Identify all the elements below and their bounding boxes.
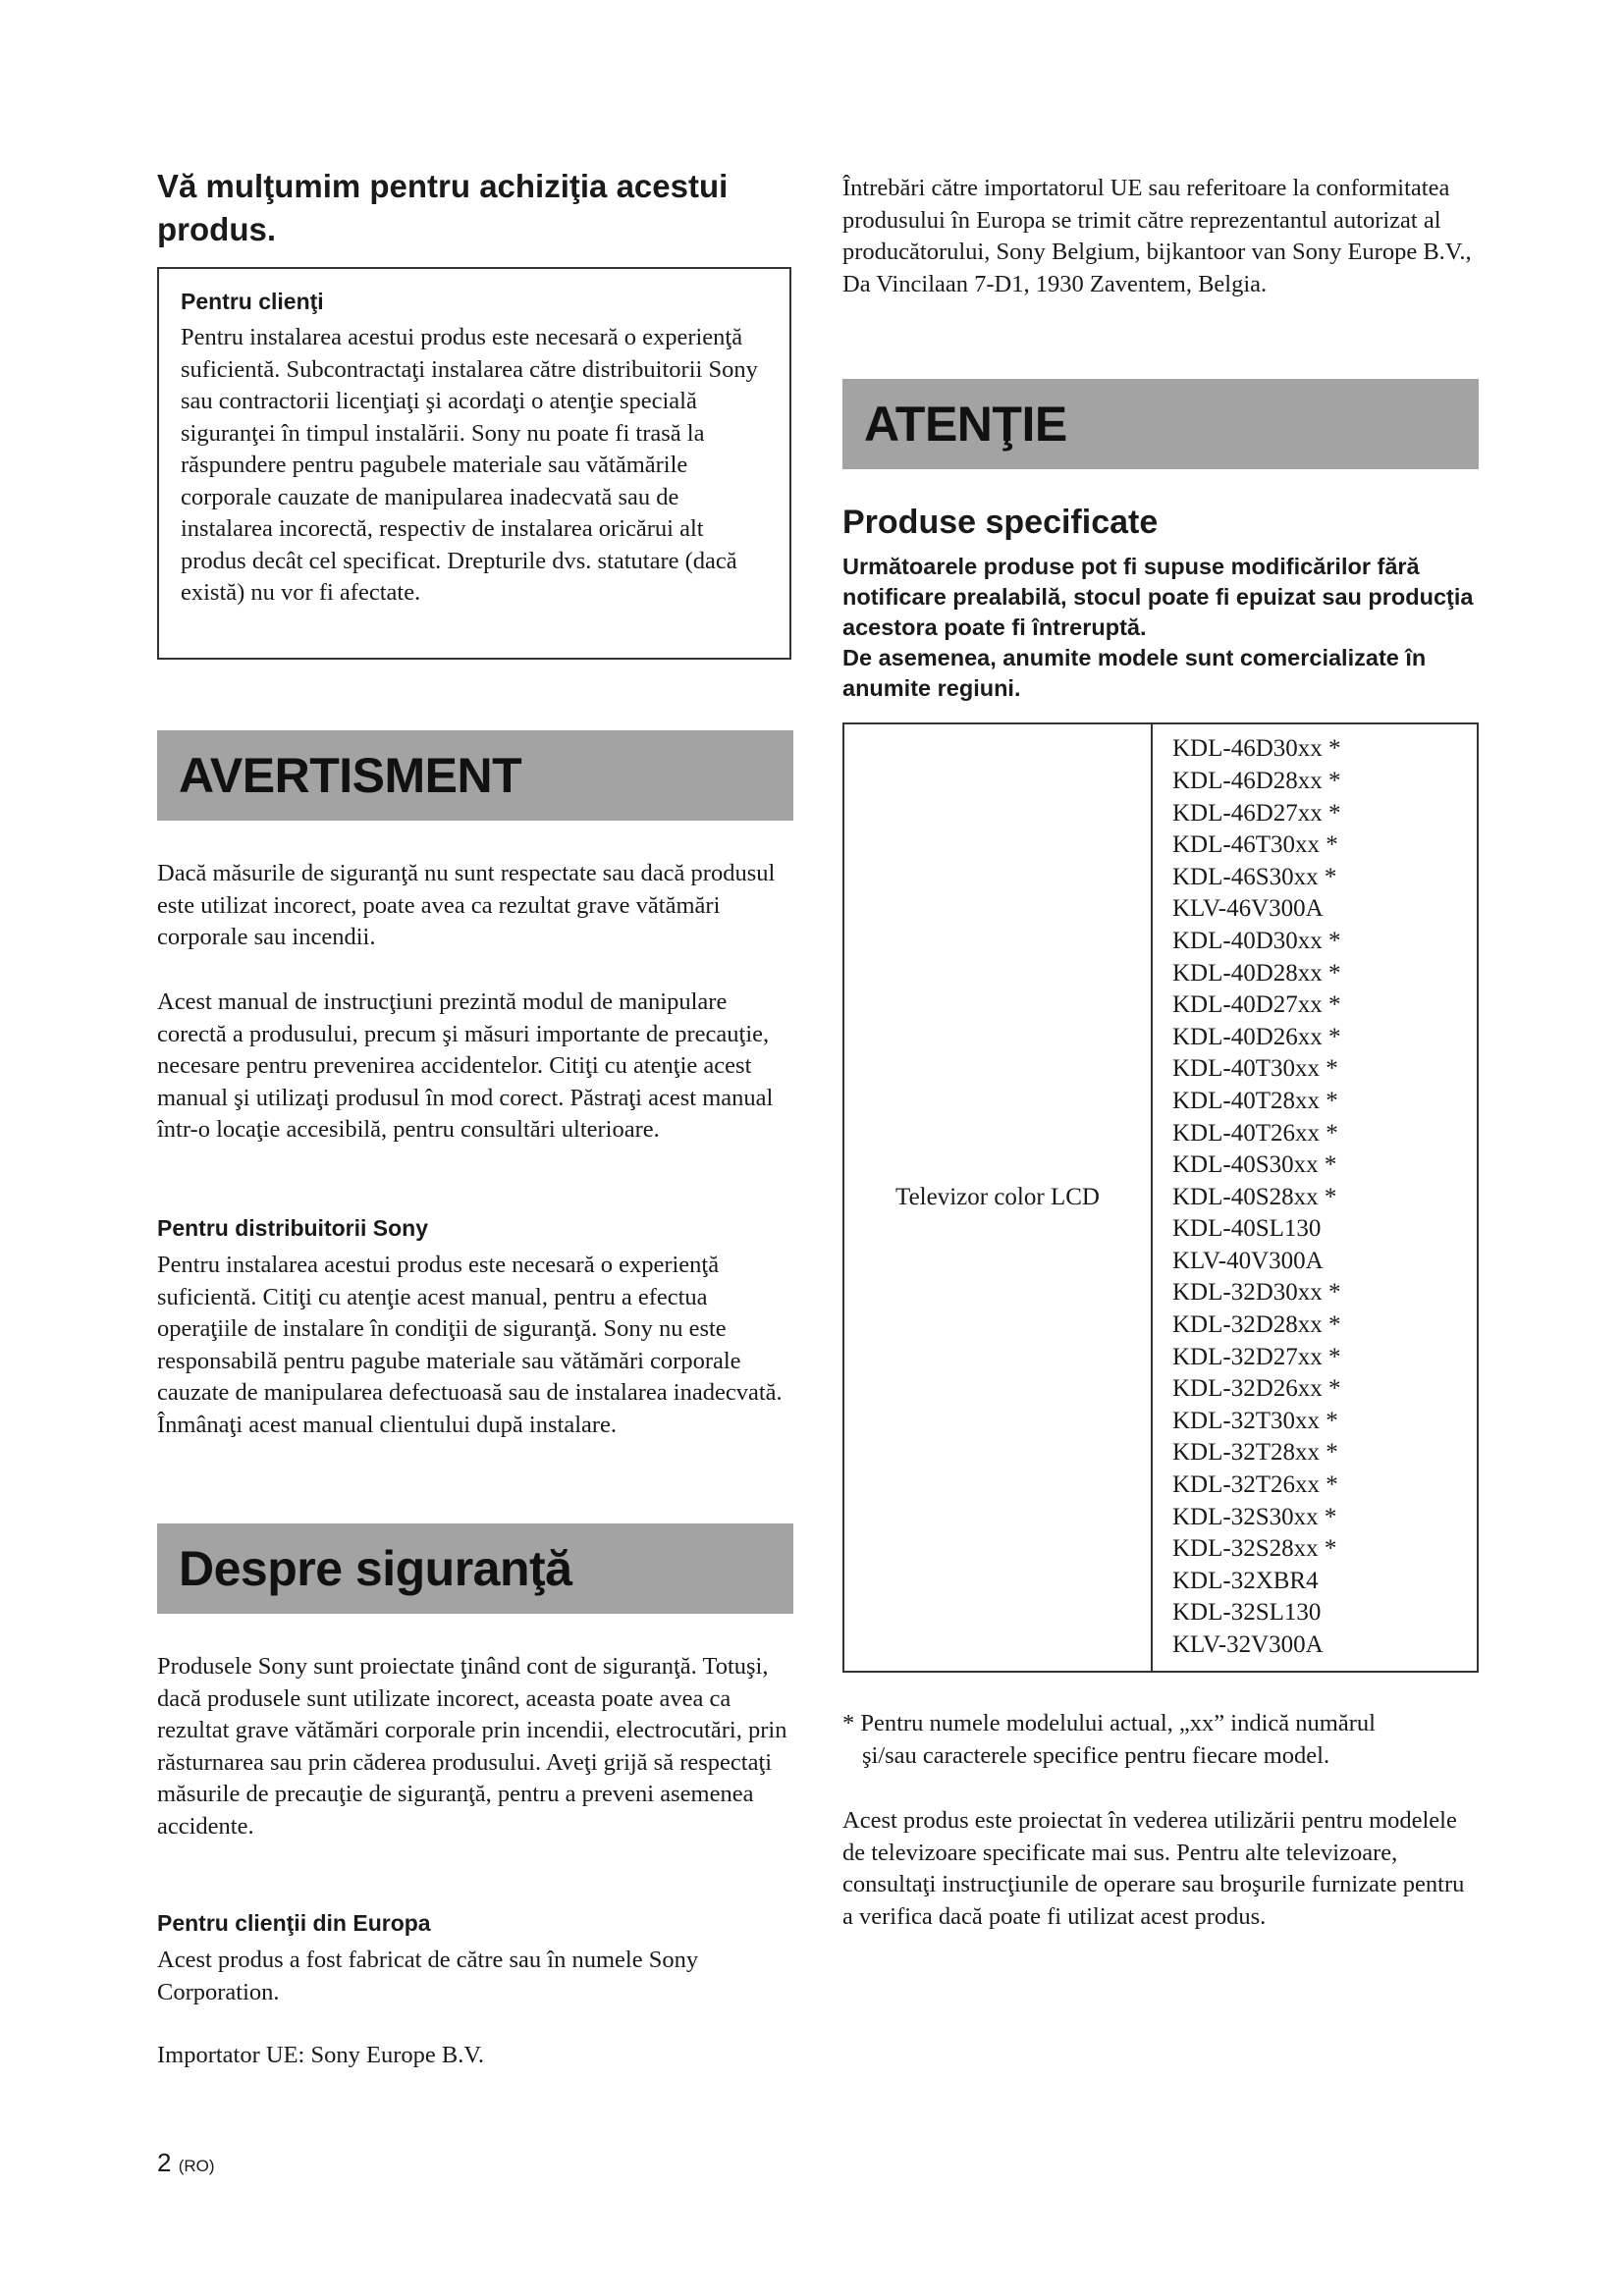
page-number-value: 2: [157, 2148, 172, 2177]
intro-title: Vă mulţumim pentru achiziţia acestui produs.: [157, 168, 729, 247]
model-item: KDL-40SL130: [1172, 1215, 1322, 1243]
caution-banner: ATENŢIE: [842, 379, 1479, 469]
importer-text: Importator UE: Sony Europe B.V.: [157, 2042, 484, 2068]
model-item: KDL-40D27xx *: [1172, 991, 1341, 1019]
product-category: Televizor color LCD: [843, 723, 1152, 1672]
clients-text: Pentru instalarea acestui produs este necesară o experienţă suficientă. Subcontractaţi instalarea către distribuitorii Sony sau contractorii licenţiaţi şi acordaţi o atenţie specială siguranţei în timpul instalării. Sony nu poate fi trasă la răspundere pentru pagubele materiale sau vătămările corporale cauzate de manipularea inadecvată sau de instalarea incorectă, respectiv de instalarea oricărui alt produs decât cel specificat. Drepturile dvs. statutare (dacă există) nu vor fi afectate.: [181, 324, 758, 606]
model-item: KDL-40D26xx *: [1172, 1023, 1341, 1050]
model-item: KDL-32T26xx *: [1172, 1471, 1338, 1499]
model-item: KLV-46V300A: [1172, 895, 1324, 923]
model-item: KDL-40T26xx *: [1172, 1119, 1338, 1147]
warning-banner: AVERTISMENT: [157, 730, 793, 821]
distributors-text: Pentru instalarea acestui produs este necesară o experienţă suficientă. Citiţi cu atenţie acest manual, pentru a efectua operaţiile de instalare în condiţii de siguranţă. Sony nu este responsabilă pentru pagube materiale sau vătămări corporale cauzate de manipularea defectuoasă sau de instalarea inadecvată. Înmânaţi acest manual clientului după instalare.: [157, 1252, 783, 1438]
warning-paragraph-2: Acest manual de instrucţiuni prezintă modul de manipulare corectă a produsului, precum şi măsuri importante de precauţie, necesare pentru prevenirea accidentelor. Citiţi cu atenţie acest manual şi utilizaţi produsul în mod corect. Păstraţi acest manual într-o locaţie accesibilă, pentru consultări ulterioare.: [157, 988, 774, 1143]
model-item: KDL-40D30xx *: [1172, 927, 1341, 954]
model-item: KDL-40S28xx *: [1172, 1183, 1337, 1210]
model-item: KDL-46D27xx *: [1172, 799, 1341, 827]
model-item: KLV-32V300A: [1172, 1631, 1324, 1659]
questions-text: Întrebări către importatorul UE sau referitoare la conformitatea produsului în Europa se trimit către reprezentantul autorizat al producătorului, Sony Belgium, bijkantoor van Sony Europe B.V., Da Vincilaan 7-D1, 1930 Zaventem, Belgia.: [842, 175, 1472, 297]
model-item: KDL-32XBR4: [1172, 1567, 1319, 1594]
model-item: KDL-40T28xx *: [1172, 1087, 1338, 1114]
usage-text: Acest produs este proiectat în vederea utilizării pentru modelele de televizoare specificate mai sus. Pentru alte televizoare, consultaţi instrucţiunile de operare sau broşurile furnizate pentru a verifica dacă poate fi utilizat acest produs.: [842, 1807, 1465, 1930]
distributors-title: Pentru distribuitorii Sony: [157, 1215, 429, 1241]
safety-text: Produsele Sony sunt proiectate ţinând cont de siguranţă. Totuşi, dacă produsele sunt utilizate incorect, aceasta poate avea ca rezultat grave vătămări corporale prin incendii, electrocutări, prin răsturnarea sau prin căderea produsului. Aveţi grijă să respectaţi măsurile de precauţie de siguranţă, pentru a preveni asemenea accidente.: [157, 1653, 787, 1840]
products-table: [842, 722, 1479, 1673]
model-item: KDL-46T30xx *: [1172, 831, 1338, 859]
model-item: KDL-32T28xx *: [1172, 1439, 1338, 1467]
clients-notice-box: [157, 267, 791, 660]
model-footnote: [842, 1708, 1479, 1772]
safety-banner: Despre siguranţă: [157, 1523, 793, 1614]
model-item: KDL-32S28xx *: [1172, 1535, 1337, 1563]
model-item: KDL-40S30xx *: [1172, 1151, 1337, 1179]
model-item: KDL-32S30xx *: [1172, 1503, 1337, 1530]
table-row: [843, 723, 1478, 1672]
footnote-line-2: şi/sau caracterele specifice pentru fiecare model.: [862, 1741, 1330, 1769]
europe-text: Acest produs a fost fabricat de către sau în numele Sony Corporation.: [157, 1947, 699, 2005]
warning-paragraph-1: Dacă măsurile de siguranţă nu sunt respectate sau dacă produsul este utilizat incorect, poate avea ca rezultat grave vătămări corporale sau incendii.: [157, 860, 776, 950]
page-language: (RO): [178, 2157, 215, 2175]
model-item: KLV-40V300A: [1172, 1247, 1324, 1274]
products-title: Produse specificate: [842, 504, 1159, 541]
europe-title: Pentru clienţii din Europa: [157, 1910, 431, 1936]
model-item: KDL-46S30xx *: [1172, 863, 1337, 890]
model-item: KDL-32D28xx *: [1172, 1311, 1341, 1339]
model-item: KDL-40D28xx *: [1172, 959, 1341, 987]
products-notice-2: De asemenea, anumite modele sunt comercializate în anumite regiuni.: [842, 645, 1427, 701]
model-list: [1152, 723, 1478, 1672]
model-item: KDL-40T30xx *: [1172, 1055, 1338, 1083]
model-item: KDL-32T30xx *: [1172, 1407, 1338, 1434]
model-item: KDL-32SL130: [1172, 1599, 1322, 1627]
model-item: KDL-32D26xx *: [1172, 1375, 1341, 1403]
model-item: KDL-32D27xx *: [1172, 1343, 1341, 1370]
page-number: [157, 2148, 215, 2178]
model-item: KDL-46D28xx *: [1172, 767, 1341, 794]
model-item: KDL-32D30xx *: [1172, 1279, 1341, 1307]
footnote-line-1: * Pentru numele modelului actual, „xx” indică numărul: [842, 1710, 1376, 1736]
model-item: KDL-46D30xx *: [1172, 735, 1341, 763]
clients-title: Pentru clienţi: [181, 289, 324, 314]
products-notice-1: Următoarele produse pot fi supuse modificărilor fără notificare prealabilă, stocul poate fi epuizat sau producţia acestora poate fi întreruptă.: [842, 554, 1474, 640]
